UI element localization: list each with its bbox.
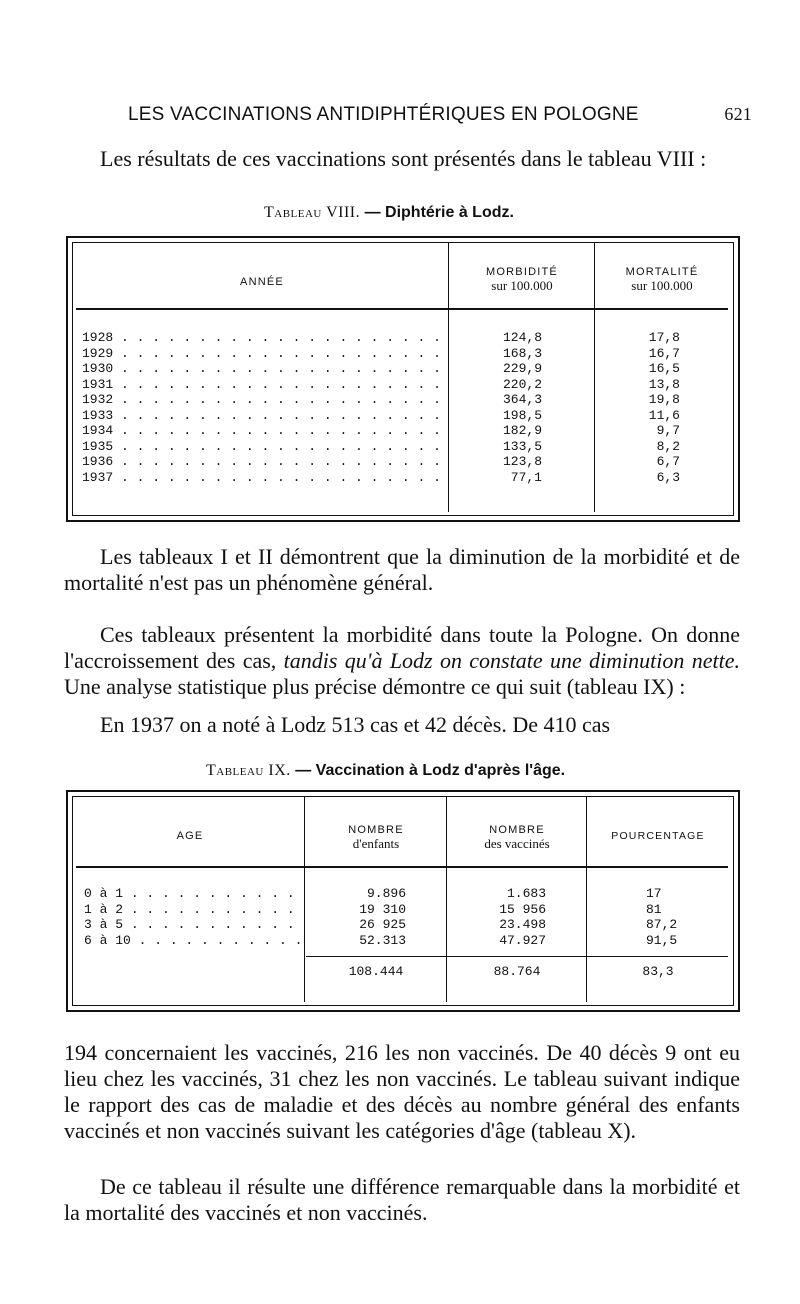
table8-col-divider-1 xyxy=(448,242,449,512)
paragraph-2-end: Une analyse statistique plus précise démontre ce qui suit (tableau IX) : xyxy=(64,674,686,699)
table8-header-mortality-sub: sur 100.000 xyxy=(631,278,693,293)
table9-header-rule xyxy=(76,866,728,868)
table8-mortality-value: 9,7 xyxy=(656,423,680,438)
table8-header-year: ANNÉE xyxy=(240,276,284,288)
table8-morbidity-value: 133,5 xyxy=(502,438,542,454)
table8-mortality-value: 8,2 xyxy=(656,438,680,454)
table8-year: 1933 . . . xyxy=(82,408,444,424)
table9-age: 1 à 2 . . . xyxy=(84,902,300,918)
table8-morbidity-value: 168,3 xyxy=(502,345,542,361)
table8-mortality-value: 6,7 xyxy=(656,454,680,469)
table9-total-rule xyxy=(306,956,728,957)
table8-year-column xyxy=(82,330,444,485)
table9-vaccinated-value: 15 956 xyxy=(499,901,546,917)
table8-header-rule xyxy=(76,308,728,310)
table8-year: 1934 . . . xyxy=(82,423,444,439)
paragraph-1: Les tableaux I et II démontrent que la diminution de la morbidité et de mortalité n'est pas un phénomène général. xyxy=(64,544,740,595)
table9-header-children-sub: d'enfants xyxy=(352,836,400,851)
paragraph-4: 194 concernaient les vaccinés, 216 les non vaccinés. De 40 décès 9 ont eu lieu chez les vaccinés, 31 chez les non vaccinés. Le tableau suivant indique le rapport des cas de maladie et des décès au nombre général des enfants vaccinés et non vaccinés suivant les catégories d'âge (tableau X). xyxy=(64,1040,740,1143)
table8-year: 1929 . . . xyxy=(82,346,444,362)
table8-year: 1936 . . . xyxy=(82,454,444,470)
table9-age-column xyxy=(84,886,300,948)
table8-mortality-value: 13,8 xyxy=(648,376,680,392)
table8-header-morbidity xyxy=(450,266,594,292)
table9-vaccinated-value: 23.498 xyxy=(499,917,546,932)
intro-paragraph: Les résultats de ces vaccinations sont présentés dans le tableau VIII : xyxy=(100,146,707,171)
table8-caption xyxy=(264,204,514,222)
table8-header-morbidity-sub: sur 100.000 xyxy=(491,278,553,293)
table9-percent-column xyxy=(646,886,706,948)
table9-header-children-label: NOMBRE xyxy=(348,824,404,836)
table8-morbidity-value: 182,9 xyxy=(502,423,542,438)
paragraph-2-italic: tandis qu'à Lodz on constate une diminution nette. xyxy=(283,648,740,673)
table9-age: 3 à 5 . . . xyxy=(84,917,300,933)
table9-caption-text: — Vaccination à Lodz d'après l'âge. xyxy=(290,762,566,779)
table9-vaccinated-value: 47.927 xyxy=(499,932,546,948)
table8-year: 1937 . . . xyxy=(82,470,444,486)
table9-header-children xyxy=(306,824,446,850)
paragraph-3: En 1937 on a noté à Lodz 513 cas et 42 décès. De 410 cas xyxy=(100,712,611,737)
table9-col-divider-2 xyxy=(446,796,447,1002)
table8-mortality-value: 6,3 xyxy=(656,469,680,485)
table8-mortality-value: 16,5 xyxy=(648,361,680,376)
paragraph-2-start: Ces tableaux présentent la morbidité dans toute la Pologne. On donne l'accroissement des cas, xyxy=(64,622,740,673)
table8-morbidity-value: 220,2 xyxy=(502,376,542,392)
table8-year: 1932 . . . xyxy=(82,392,444,408)
table9-children-value: 52.313 xyxy=(359,932,406,948)
table8-mortality-value: 17,8 xyxy=(648,330,680,345)
table8-year: 1935 . . . xyxy=(82,439,444,455)
page-number: 621 xyxy=(724,104,752,124)
table9-header-age: AGE xyxy=(176,830,204,842)
table8-caption-label: Tableau VIII. xyxy=(264,204,361,221)
table9-col-divider-3 xyxy=(586,796,587,1002)
table8-header-mortality xyxy=(596,266,728,292)
table9-age: 0 à 1 . . . xyxy=(84,886,300,902)
table9-header-percent: POURCENTAGE xyxy=(611,830,705,842)
table9-total-percent: 83,3 xyxy=(642,964,674,979)
table8-year: 1931 . . . xyxy=(82,377,444,393)
table8-mortality-column xyxy=(620,330,680,485)
table9-percent-value: 17 xyxy=(646,886,662,901)
table8-morbidity-column xyxy=(470,330,542,485)
table9-children-value: 26 925 xyxy=(359,917,406,932)
table8-mortality-value: 11,6 xyxy=(648,407,680,423)
table9-caption-label: Tableau IX. xyxy=(206,762,291,779)
table9-age: 6 à 10 . . . xyxy=(84,933,300,949)
table9-total-vaccinated: 88.764 xyxy=(493,964,541,979)
table9-percent-value: 81 xyxy=(646,901,662,917)
table9-children-value: 9.896 xyxy=(366,886,406,901)
table8-morbidity-value: 229,9 xyxy=(502,361,542,376)
table9-children-column xyxy=(326,886,406,948)
table9-percent-value: 87,2 xyxy=(646,917,678,932)
table8-morbidity-value: 364,3 xyxy=(502,392,542,407)
table9-percent-value: 91,5 xyxy=(646,932,678,948)
table8-header-morbidity-label: MORBIDITÉ xyxy=(486,266,558,278)
table9-col-divider-1 xyxy=(304,796,305,1002)
table9-caption xyxy=(206,762,565,780)
table8-morbidity-value: 124,8 xyxy=(502,330,542,345)
paragraph-2 xyxy=(64,622,740,700)
table9-vaccinated-value: 1.683 xyxy=(506,886,546,901)
table9-header-vaccinated-label: NOMBRE xyxy=(489,824,545,836)
table8-header-mortality-label: MORTALITÉ xyxy=(625,266,699,278)
table8-morbidity-value: 198,5 xyxy=(502,407,542,423)
table8-mortality-value: 19,8 xyxy=(648,392,680,407)
table8-year: 1928 . . . xyxy=(82,330,444,346)
table8-morbidity-value: 77,1 xyxy=(510,469,542,485)
running-head xyxy=(128,100,752,128)
table9-children-value: 19 310 xyxy=(359,901,406,917)
table9-vaccinated-column xyxy=(466,886,546,948)
table9-total-children: 108.444 xyxy=(348,964,404,979)
running-head-title: LES VACCINATIONS ANTIDIPHTÉRIQUES EN POLOGNE xyxy=(128,104,639,125)
table8-col-divider-2 xyxy=(594,242,595,512)
table9-header-vaccinated-sub: des vaccinés xyxy=(484,836,550,851)
paragraph-5: De ce tableau il résulte une différence remarquable dans la morbidité et la mortalité des vaccinés et non vaccinés. xyxy=(64,1174,740,1225)
table8-caption-text: — Diphtérie à Lodz. xyxy=(360,204,514,221)
table8-year: 1930 . . . xyxy=(82,361,444,377)
table8-mortality-value: 16,7 xyxy=(648,345,680,361)
table9-header-vaccinated xyxy=(448,824,586,850)
table8-morbidity-value: 123,8 xyxy=(502,454,542,469)
